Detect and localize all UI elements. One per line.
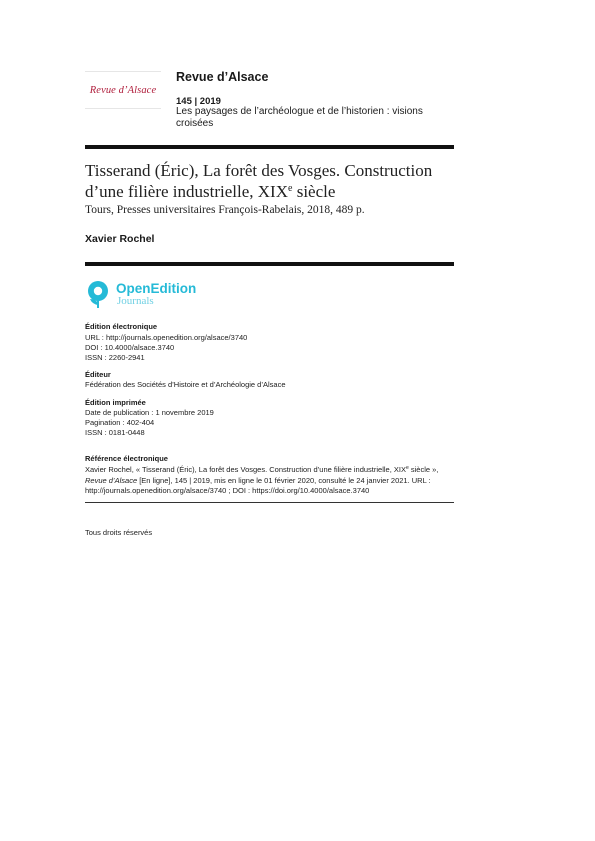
top-divider	[85, 145, 454, 149]
middle-divider	[85, 262, 454, 266]
openedition-name: OpenEdition	[116, 281, 197, 296]
article-subtitle: Tours, Presses universitaires François-Rabelais, 2018, 489 p.	[85, 204, 365, 216]
print-pagination: Pagination : 402-404	[85, 418, 155, 427]
electronic-edition-heading: Édition électronique	[85, 322, 158, 331]
rights-notice: Tous droits réservés	[85, 528, 153, 537]
journal-logo-text: Revue d’Alsace	[89, 84, 157, 96]
journal-name: Revue d’Alsace	[176, 70, 269, 84]
electronic-url[interactable]: URL : http://journals.openedition.org/alsace/3740	[85, 333, 248, 342]
article-title	[85, 160, 460, 202]
reference-journal: Revue d’Alsace	[85, 475, 138, 485]
openedition-journals: Journals	[117, 295, 154, 307]
journal-logo	[85, 71, 161, 109]
electronic-issn: ISSN : 2260-2941	[85, 353, 145, 362]
reference-superscript: e	[406, 465, 409, 471]
print-edition-heading: Édition imprimée	[85, 398, 146, 407]
print-date: Date de publication : 1 novembre 2019	[85, 408, 214, 417]
article-title-end: siècle	[292, 182, 336, 201]
issue-number: 145 | 2019	[176, 96, 221, 107]
publisher-name: Fédération des Sociétés d’Histoire et d’Archéologie d’Alsace	[85, 380, 286, 389]
reference-part1: Xavier Rochel, « Tisserand (Éric), La forêt des Vosges. Construction d’une filière industrielle, XIX	[85, 465, 406, 474]
reference-heading: Référence électronique	[85, 454, 168, 463]
publisher-heading: Éditeur	[85, 370, 111, 379]
article-title-main: Tisserand (Éric), La forêt des Vosges. Construction d’une filière industrielle, XIX	[85, 161, 433, 201]
reference-part3: [En ligne], 145 | 2019, mis en ligne le 01 février 2020, consulté le 24 janvier 2021. URL : http://journals.openedition.org/alsace/3740 ; DOI : https://doi.org/10.4000/alsace.3740	[85, 475, 431, 495]
issue-title: Les paysages de l’archéologue et de l’historien : visions croisées	[176, 106, 423, 129]
article-title-superscript: e	[288, 183, 293, 194]
reference-text	[85, 465, 455, 497]
openedition-flower-icon	[85, 280, 111, 310]
article-author: Xavier Rochel	[85, 233, 155, 245]
print-issn: ISSN : 0181-0448	[85, 428, 145, 437]
reference-part2: siècle »,	[408, 465, 439, 474]
electronic-doi[interactable]: DOI : 10.4000/alsace.3740	[85, 343, 175, 352]
bottom-divider	[85, 502, 454, 503]
